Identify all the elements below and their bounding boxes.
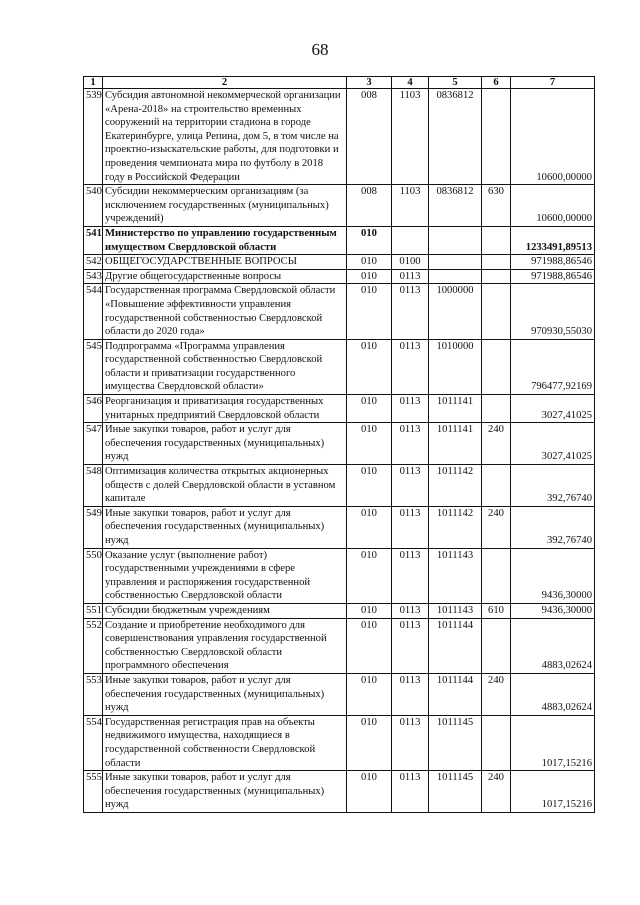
row-amount: 971988,86546 — [511, 269, 595, 284]
row-number: 544 — [84, 284, 103, 339]
row-target-code: 1011142 — [429, 506, 482, 548]
row-amount: 970930,55030 — [511, 284, 595, 339]
row-target-code — [429, 269, 482, 284]
row-name: Иные закупки товаров, работ и услуг для обеспечения государственных (муниципальных) нужд — [103, 506, 347, 548]
row-amount: 3027,41025 — [511, 395, 595, 423]
row-name: Оказание услуг (выполнение работ) государственными учреждениями в сфере управления и распоряжения государственной собственностью Свердловской области — [103, 548, 347, 603]
row-expense-type: 630 — [482, 185, 511, 227]
row-target-code: 1011143 — [429, 603, 482, 618]
row-amount: 10600,00000 — [511, 89, 595, 185]
row-ministry-code: 010 — [347, 715, 392, 770]
row-ministry-code: 010 — [347, 269, 392, 284]
row-number: 547 — [84, 423, 103, 465]
row-name: Иные закупки товаров, работ и услуг для обеспечения государственных (муниципальных) нужд — [103, 771, 347, 813]
row-expense-type — [482, 339, 511, 394]
table-row — [84, 618, 595, 673]
table-row — [84, 715, 595, 770]
row-amount: 971988,86546 — [511, 255, 595, 270]
row-ministry-code: 010 — [347, 284, 392, 339]
row-section-code: 0113 — [392, 465, 429, 507]
row-section-code: 1103 — [392, 185, 429, 227]
table-row — [84, 89, 595, 185]
row-section-code: 0113 — [392, 506, 429, 548]
table-row — [84, 548, 595, 603]
header-col-7: 7 — [511, 77, 595, 89]
row-name: Создание и приобретение необходимого для совершенствования управления государственной собственностью Свердловской области программного обеспечения — [103, 618, 347, 673]
table-row — [84, 226, 595, 254]
row-section-code: 0113 — [392, 603, 429, 618]
row-number: 541 — [84, 226, 103, 254]
row-name: Субсидия автономной некоммерческой организации «Арена-2018» на строительство временных сооружений на территории стадиона в городе Екатеринбурге, улица Репина, дом 5, в том числе на проектно-изыскательские работы, для подготовки и проведения чемпионата мира по футболу в 2018 году в Российской Федерации — [103, 89, 347, 185]
row-target-code: 1011141 — [429, 395, 482, 423]
row-ministry-code: 010 — [347, 255, 392, 270]
row-number: 543 — [84, 269, 103, 284]
row-ministry-code: 010 — [347, 395, 392, 423]
row-target-code — [429, 255, 482, 270]
row-ministry-code: 010 — [347, 548, 392, 603]
row-expense-type: 240 — [482, 771, 511, 813]
row-ministry-code: 010 — [347, 506, 392, 548]
row-number: 546 — [84, 395, 103, 423]
row-section-code: 0113 — [392, 715, 429, 770]
row-amount: 4883,02624 — [511, 618, 595, 673]
row-ministry-code: 010 — [347, 226, 392, 254]
row-expense-type — [482, 548, 511, 603]
row-name: ОБЩЕГОСУДАРСТВЕННЫЕ ВОПРОСЫ — [103, 255, 347, 270]
row-name: Иные закупки товаров, работ и услуг для обеспечения государственных (муниципальных) нужд — [103, 423, 347, 465]
row-name: Реорганизация и приватизация государственных унитарных предприятий Свердловской области — [103, 395, 347, 423]
table-row — [84, 284, 595, 339]
table-row — [84, 423, 595, 465]
table-row — [84, 673, 595, 715]
row-expense-type — [482, 395, 511, 423]
table-row — [84, 603, 595, 618]
row-expense-type — [482, 618, 511, 673]
row-expense-type — [482, 465, 511, 507]
row-amount: 3027,41025 — [511, 423, 595, 465]
row-amount: 1017,15216 — [511, 771, 595, 813]
row-amount: 796477,92169 — [511, 339, 595, 394]
row-section-code: 0113 — [392, 618, 429, 673]
row-section-code: 0113 — [392, 673, 429, 715]
row-expense-type: 240 — [482, 423, 511, 465]
row-ministry-code: 010 — [347, 771, 392, 813]
row-amount: 10600,00000 — [511, 185, 595, 227]
row-expense-type — [482, 255, 511, 270]
row-name: Подпрограмма «Программа управления государственной собственностью Свердловской области и приватизации государственного имущества Свердловской области» — [103, 339, 347, 394]
table-header-row — [84, 77, 595, 89]
row-number: 550 — [84, 548, 103, 603]
row-target-code: 1011144 — [429, 618, 482, 673]
row-amount: 1233491,89513 — [511, 226, 595, 254]
row-number: 552 — [84, 618, 103, 673]
row-target-code: 1011143 — [429, 548, 482, 603]
row-target-code: 1011145 — [429, 715, 482, 770]
row-ministry-code: 010 — [347, 618, 392, 673]
table-row — [84, 185, 595, 227]
row-amount: 1017,15216 — [511, 715, 595, 770]
page-number: 68 — [311, 40, 329, 59]
row-amount: 9436,30000 — [511, 548, 595, 603]
row-section-code: 0113 — [392, 771, 429, 813]
row-amount: 392,76740 — [511, 506, 595, 548]
row-target-code: 1011141 — [429, 423, 482, 465]
row-name: Субсидии некоммерческим организациям (за исключением государственных (муниципальных) учреждений) — [103, 185, 347, 227]
table-row — [84, 506, 595, 548]
row-expense-type — [482, 284, 511, 339]
row-expense-type — [482, 269, 511, 284]
row-expense-type — [482, 715, 511, 770]
row-ministry-code: 010 — [347, 603, 392, 618]
row-section-code: 0113 — [392, 284, 429, 339]
header-col-4: 4 — [392, 77, 429, 89]
row-section-code: 0100 — [392, 255, 429, 270]
row-section-code: 0113 — [392, 423, 429, 465]
row-expense-type — [482, 89, 511, 185]
row-number: 539 — [84, 89, 103, 185]
table-row — [84, 465, 595, 507]
row-expense-type: 610 — [482, 603, 511, 618]
row-section-code: 0113 — [392, 548, 429, 603]
row-amount: 392,76740 — [511, 465, 595, 507]
row-section-code: 0113 — [392, 269, 429, 284]
table-row — [84, 255, 595, 270]
row-number: 554 — [84, 715, 103, 770]
table-row — [84, 269, 595, 284]
header-col-1: 1 — [84, 77, 103, 89]
row-number: 549 — [84, 506, 103, 548]
row-ministry-code: 010 — [347, 465, 392, 507]
table-row — [84, 339, 595, 394]
row-expense-type: 240 — [482, 506, 511, 548]
row-number: 545 — [84, 339, 103, 394]
row-section-code: 0113 — [392, 395, 429, 423]
table-row — [84, 395, 595, 423]
row-target-code: 1000000 — [429, 284, 482, 339]
row-ministry-code: 010 — [347, 673, 392, 715]
row-name: Оптимизация количества открытых акционерных обществ с долей Свердловской области в уставном капитале — [103, 465, 347, 507]
table-row — [84, 771, 595, 813]
row-number: 551 — [84, 603, 103, 618]
row-section-code — [392, 226, 429, 254]
row-ministry-code: 010 — [347, 339, 392, 394]
row-number: 548 — [84, 465, 103, 507]
row-number: 555 — [84, 771, 103, 813]
header-col-3: 3 — [347, 77, 392, 89]
row-number: 553 — [84, 673, 103, 715]
row-target-code: 1011142 — [429, 465, 482, 507]
row-target-code: 1011144 — [429, 673, 482, 715]
row-target-code — [429, 226, 482, 254]
row-ministry-code: 010 — [347, 423, 392, 465]
row-name: Иные закупки товаров, работ и услуг для обеспечения государственных (муниципальных) нужд — [103, 673, 347, 715]
row-target-code: 0836812 — [429, 89, 482, 185]
row-amount: 4883,02624 — [511, 673, 595, 715]
row-expense-type — [482, 226, 511, 254]
header-col-5: 5 — [429, 77, 482, 89]
row-name: Государственная программа Свердловской области «Повышение эффективности управления государственной собственностью Свердловской области до 2020 года» — [103, 284, 347, 339]
row-section-code: 1103 — [392, 89, 429, 185]
row-name: Министерство по управлению государственным имуществом Свердловской области — [103, 226, 347, 254]
row-number: 540 — [84, 185, 103, 227]
row-target-code: 0836812 — [429, 185, 482, 227]
row-number: 542 — [84, 255, 103, 270]
row-ministry-code: 008 — [347, 89, 392, 185]
row-expense-type: 240 — [482, 673, 511, 715]
table-body — [84, 89, 595, 813]
row-target-code: 1011145 — [429, 771, 482, 813]
row-name: Субсидии бюджетным учреждениям — [103, 603, 347, 618]
header-col-6: 6 — [482, 77, 511, 89]
row-name: Государственная регистрация прав на объекты недвижимого имущества, находящиеся в государственной собственности Свердловской области — [103, 715, 347, 770]
budget-table — [83, 76, 595, 813]
row-amount: 9436,30000 — [511, 603, 595, 618]
header-col-2: 2 — [103, 77, 347, 89]
row-section-code: 0113 — [392, 339, 429, 394]
row-target-code: 1010000 — [429, 339, 482, 394]
row-name: Другие общегосударственные вопросы — [103, 269, 347, 284]
row-ministry-code: 008 — [347, 185, 392, 227]
